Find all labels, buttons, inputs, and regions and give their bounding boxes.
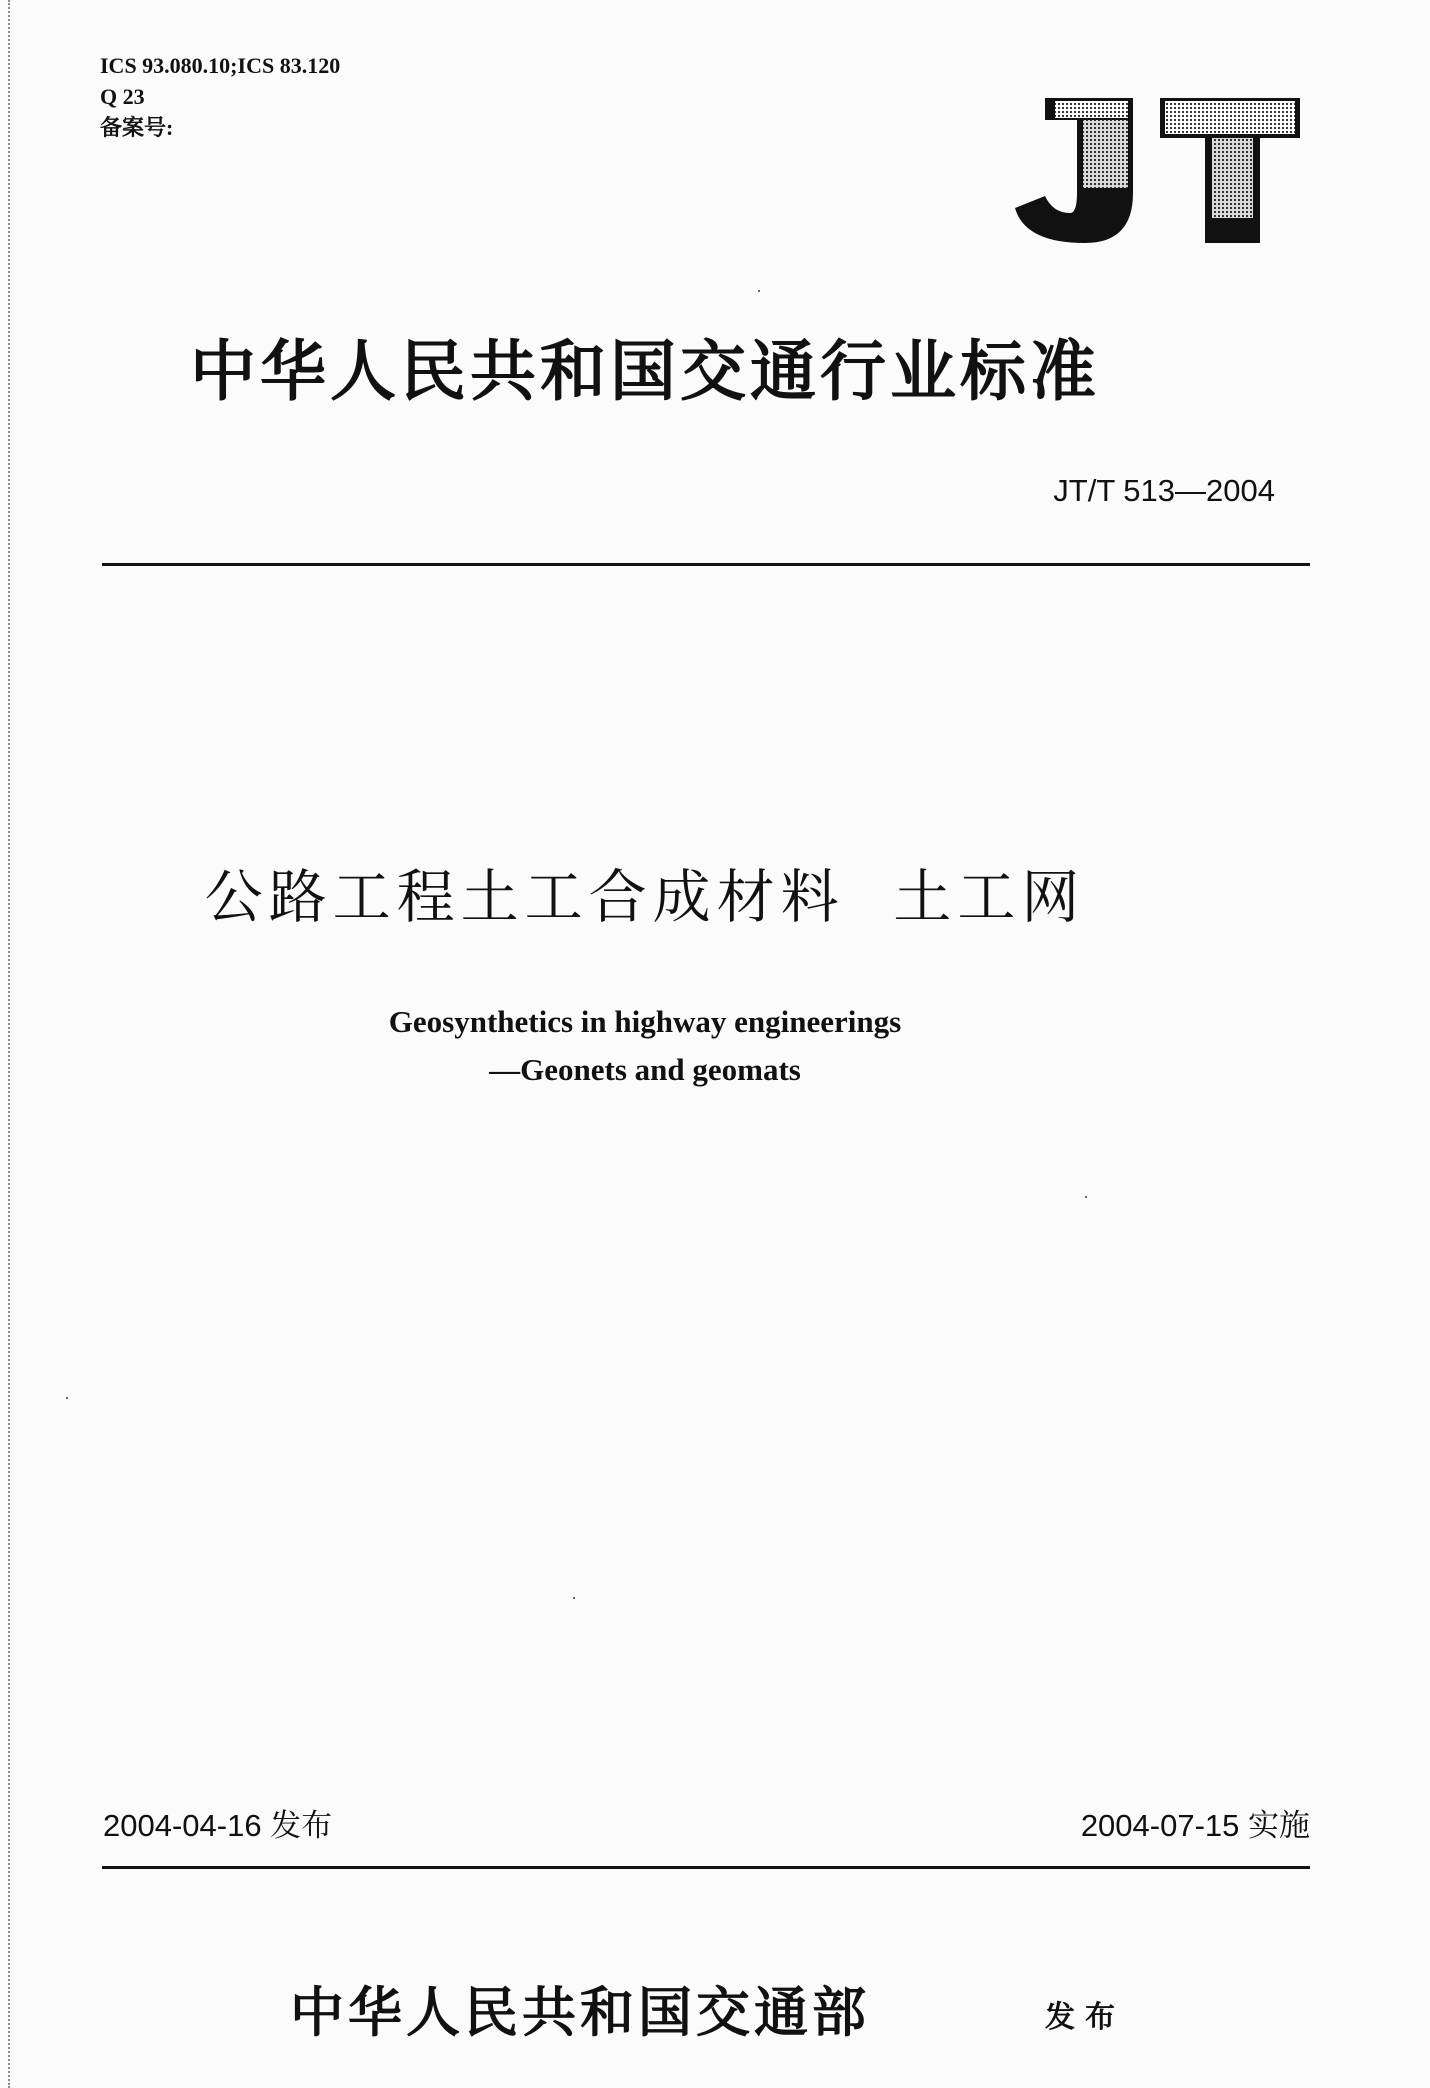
jt-logo <box>1005 98 1305 248</box>
top-divider <box>102 563 1310 566</box>
standard-title-en-line1: Geosynthetics in highway engineerings <box>388 1004 902 1039</box>
scan-speck <box>1085 1196 1087 1198</box>
issuing-body-title: 中华人民共和国交通行业标准 <box>190 332 1100 410</box>
ics-code: ICS 93.080.10;ICS 83.120 <box>100 53 341 78</box>
standard-title-en <box>0 998 1430 1094</box>
filing-number-label: 备案号: <box>100 115 174 140</box>
issue-date: 2004-04-16 发布 <box>103 1808 333 1843</box>
standard-title-en-line2: —Geonets and geomats <box>489 1052 801 1087</box>
header-meta <box>100 50 340 143</box>
publisher-name: 中华人民共和国交通部 <box>290 1980 870 2044</box>
standard-title-cn: 公路工程土工合成材料 土工网 <box>204 863 1086 931</box>
standard-number: JT/T 513—2004 <box>1053 473 1275 508</box>
bottom-divider <box>102 1866 1310 1869</box>
publisher-suffix: 发布 <box>1045 2000 1125 2035</box>
classification-code: Q 23 <box>100 84 145 109</box>
scan-speck <box>758 290 760 292</box>
scan-speck <box>573 1597 575 1599</box>
implementation-date: 2004-07-15 实施 <box>1080 1808 1310 1843</box>
scan-speck <box>66 1397 68 1399</box>
